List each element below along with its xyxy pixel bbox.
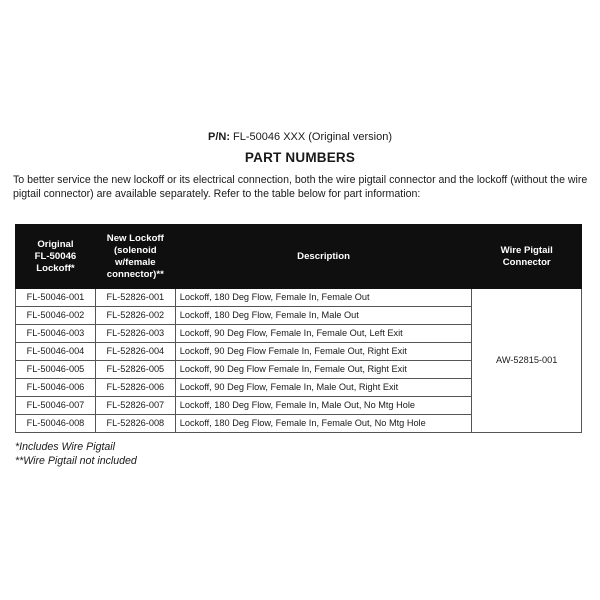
new-lockoff-cell: FL-52826-003	[95, 325, 175, 343]
original-part-cell: FL-50046-002	[16, 307, 96, 325]
wire-pigtail-cell: AW-52815-001	[472, 289, 582, 433]
description-cell: Lockoff, 180 Deg Flow, Female In, Female Out, No Mtg Hole	[175, 415, 472, 433]
description-cell: Lockoff, 90 Deg Flow Female In, Female Out, Right Exit	[175, 361, 472, 379]
original-part-cell: FL-50046-003	[16, 325, 96, 343]
description-cell: Lockoff, 180 Deg Flow, Female In, Male Out, No Mtg Hole	[175, 397, 472, 415]
description-cell: Lockoff, 180 Deg Flow, Female In, Female Out	[175, 289, 472, 307]
new-lockoff-cell: FL-52826-007	[95, 397, 175, 415]
table-header-row	[16, 225, 582, 289]
part-number-label: P/N:	[207, 131, 230, 143]
footnote-pigtail-not-included: **Wire Pigtail not included	[15, 455, 137, 467]
description-cell: Lockoff, 90 Deg Flow Female In, Female Out, Right Exit	[175, 343, 472, 361]
header-original-line: FL-50046	[34, 250, 77, 262]
description-cell: Lockoff, 90 Deg Flow, Female In, Male Out, Right Exit	[175, 379, 472, 397]
header-wire-pigtail	[472, 225, 582, 289]
part-numbers-table	[15, 224, 582, 433]
original-part-cell: FL-50046-007	[16, 397, 96, 415]
header-pigtail-line: Connector	[502, 256, 551, 268]
original-part-cell: FL-50046-005	[16, 361, 96, 379]
new-lockoff-cell: FL-52826-005	[95, 361, 175, 379]
part-number-value: FL-50046 XXX (Original version)	[233, 131, 393, 143]
header-new-lockoff	[95, 225, 175, 289]
description-cell: Lockoff, 180 Deg Flow, Female In, Male Out	[175, 307, 472, 325]
intro-paragraph: To better service the new lockoff or its electrical connection, both the wire pigtail connector and the lockoff (without the wire pigtail connector) are available separately. Refer to the table below for part information:	[13, 174, 588, 200]
new-lockoff-cell: FL-52826-006	[95, 379, 175, 397]
header-description: Description	[175, 225, 472, 289]
table-body	[16, 289, 582, 433]
footnote-includes-pigtail: *Includes Wire Pigtail	[15, 441, 115, 453]
new-lockoff-cell: FL-52826-004	[95, 343, 175, 361]
header-new-line: connector)**	[106, 268, 164, 280]
original-part-cell: FL-50046-008	[16, 415, 96, 433]
header-original-line: Original	[37, 238, 74, 250]
part-number-line	[0, 131, 600, 143]
header-new-line: w/female	[115, 256, 156, 268]
header-original-line: Lockoff*	[36, 262, 75, 274]
header-new-line: (solenoid	[113, 244, 157, 256]
original-part-cell: FL-50046-004	[16, 343, 96, 361]
new-lockoff-cell: FL-52826-001	[95, 289, 175, 307]
new-lockoff-cell: FL-52826-008	[95, 415, 175, 433]
header-pigtail-line: Wire Pigtail	[500, 244, 553, 256]
page-title: PART NUMBERS	[244, 150, 356, 165]
header-new-line: New Lockoff	[106, 232, 164, 244]
table-row	[16, 289, 582, 307]
description-cell: Lockoff, 90 Deg Flow, Female In, Female Out, Left Exit	[175, 325, 472, 343]
new-lockoff-cell: FL-52826-002	[95, 307, 175, 325]
original-part-cell: FL-50046-006	[16, 379, 96, 397]
header-original-lockoff	[16, 225, 96, 289]
original-part-cell: FL-50046-001	[16, 289, 96, 307]
